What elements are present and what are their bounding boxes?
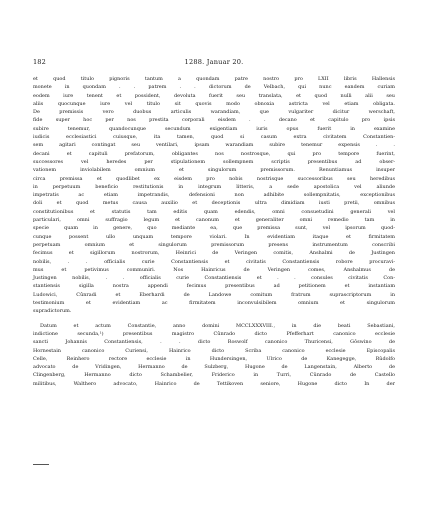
paragraph-charter-text bbox=[33, 75, 395, 316]
text-body bbox=[33, 75, 395, 388]
text-line: fide super hoc per nos prestita corporali eisdem . . decano et capitulo pro ipsis bbox=[33, 117, 395, 124]
text-line: monete in quondam . . patrem . . dictorum de Velbach, qui nunc eandem curiam bbox=[33, 84, 395, 91]
text-line: fecimus et sigillorum nostrorum, Heinrici de Veringen comitis, Anshalmi de Justingen bbox=[33, 250, 395, 257]
text-line: sem agitari contingat seu ventilari, ipsam warandiam subire tenemur expensis . . bbox=[33, 142, 395, 149]
text-line: perpetuam omnium et singulorum premissorum presens instrumentum conscribi bbox=[33, 241, 395, 248]
footnote-rule bbox=[33, 464, 49, 465]
text-line: sancti Johannis Constantiensis, . . dicto Roswolf canonico Thuricensi, Gôswino de bbox=[33, 339, 395, 346]
text-line: nobilis, . . officialis curie Constantiensis et civitatis Constantiensis robore procuravi- bbox=[33, 258, 395, 265]
text-line: iudicis ecclesiastici cuiusque, ita tamen, quod si casum extra civitatem Constantien- bbox=[33, 134, 395, 141]
text-line: cunque possent ullo unquam tempore violari. In evidentiam itaque et firmitatem bbox=[33, 233, 395, 240]
text-line: Ludowici, Cůnradi et Eberhardi de Landowe comitum fratrum suprascriptorum in bbox=[33, 291, 395, 298]
text-line: particulari, omni suffragio legum et canonum et generaliter omni remedio tam in bbox=[33, 217, 395, 224]
text-line: Justingen nobilis, . . officialis curie Constantiensis et . . consules civitatis Con- bbox=[33, 275, 395, 282]
text-line: Hornestain canonico Curiensi, Hainrico dicto Scriba canonico ecclesie Episcopalis bbox=[33, 347, 395, 354]
text-line: specie quam in genere, quo mediante ea, que premissa sunt, vel ipsorum quod- bbox=[33, 225, 395, 232]
text-line: in perpetuum beneficio restitutionis in integrum litteris, a sede apostolica vel aliunde bbox=[33, 183, 395, 190]
page-number: 182 bbox=[33, 58, 46, 66]
text-line: testimonium et evidentiam ac firmitatem inconvulsibilem omnium et singulorum bbox=[33, 300, 395, 307]
text-line: successores vel heredes per stipulationem sollempnem scriptis presentibus ad obser- bbox=[33, 158, 395, 165]
paragraph-datum bbox=[33, 322, 395, 388]
text-line: aliis quocunque iure vel titulo sit quovis modo obnoxia astricta vel etiam obligata. bbox=[33, 100, 395, 107]
text-line: mus et petivimus communiri. Nos Hainricus de Veringen comes, Anshalmus de bbox=[33, 266, 395, 273]
text-line: Celle, Reinhero rectore ecclesie in Hundersingen, Ulrico de Kanegegge, Rûdolfo bbox=[33, 355, 395, 362]
text-line: advocato de Vridingen, Hermanno de Sulzberg, Hugone de Langenstain, Alberto de bbox=[33, 364, 395, 371]
text-line: subire tenemur, quandocunque secundum exigentiam iuris opus fuerit in examine bbox=[33, 125, 395, 132]
text-line: circa premissa et quodlibet ex eisdem pro nobis nostrisque successoribus seu heredibus bbox=[33, 175, 395, 182]
text-line: vationem inviolabilem omnium et singulorum premissorum. Renuntiamus insuper bbox=[33, 167, 395, 174]
text-line: doli et quod metus causa auxilio et deceptionis ultra dimidiam iusti pretii, omnibus bbox=[33, 200, 395, 207]
text-line: constitutionibus et statutis tam editis quam edendis, omni consuetudini generali vel bbox=[33, 208, 395, 215]
text-line: militibus, Walthero advocato, Hainrico de Tettikoven seniore, Hugone dicto In der bbox=[33, 380, 395, 387]
text-line: Datum et actum Constantie, anno domini MCCLXXXVIII., in die beati Sebastiani, bbox=[40, 322, 395, 329]
text-line: eodem iure tenent et possident, devoluta fuerit seu translata, et quod nulli alii seu bbox=[33, 92, 395, 99]
text-line: supradictorum. bbox=[33, 308, 72, 315]
text-line: stantiensis sigilla nostra appendi fecimus presentibus ad petitionem et instantiam bbox=[33, 283, 395, 290]
text-line: indictione secunda,¹) presentibus magistro Cůnrado dicto Pfefferhart canonico ecclesie bbox=[33, 330, 395, 337]
text-line: impetratis ac etiam impetrandis, defensioni non adhibite sollempnitatis, exceptionibus bbox=[33, 192, 395, 199]
text-line: decani et capituli prefatorum, obligantes nos nostrosque, qui pro tempore fuerint, bbox=[33, 150, 395, 157]
text-line: Clingenberg, Hermanno dicto Schambelier, Friderico in Turri, Cûnrado de Castello bbox=[33, 372, 395, 379]
text-line: De premissis vero duobus articulis warandiam, que vulgariter dicitur werschaft, bbox=[33, 109, 395, 116]
running-head: 1288. Januar 20. bbox=[184, 58, 244, 66]
text-line: et quod titulo pignoris tantum a quondam patre nostro pro LXII libris Hallensis bbox=[33, 76, 395, 82]
